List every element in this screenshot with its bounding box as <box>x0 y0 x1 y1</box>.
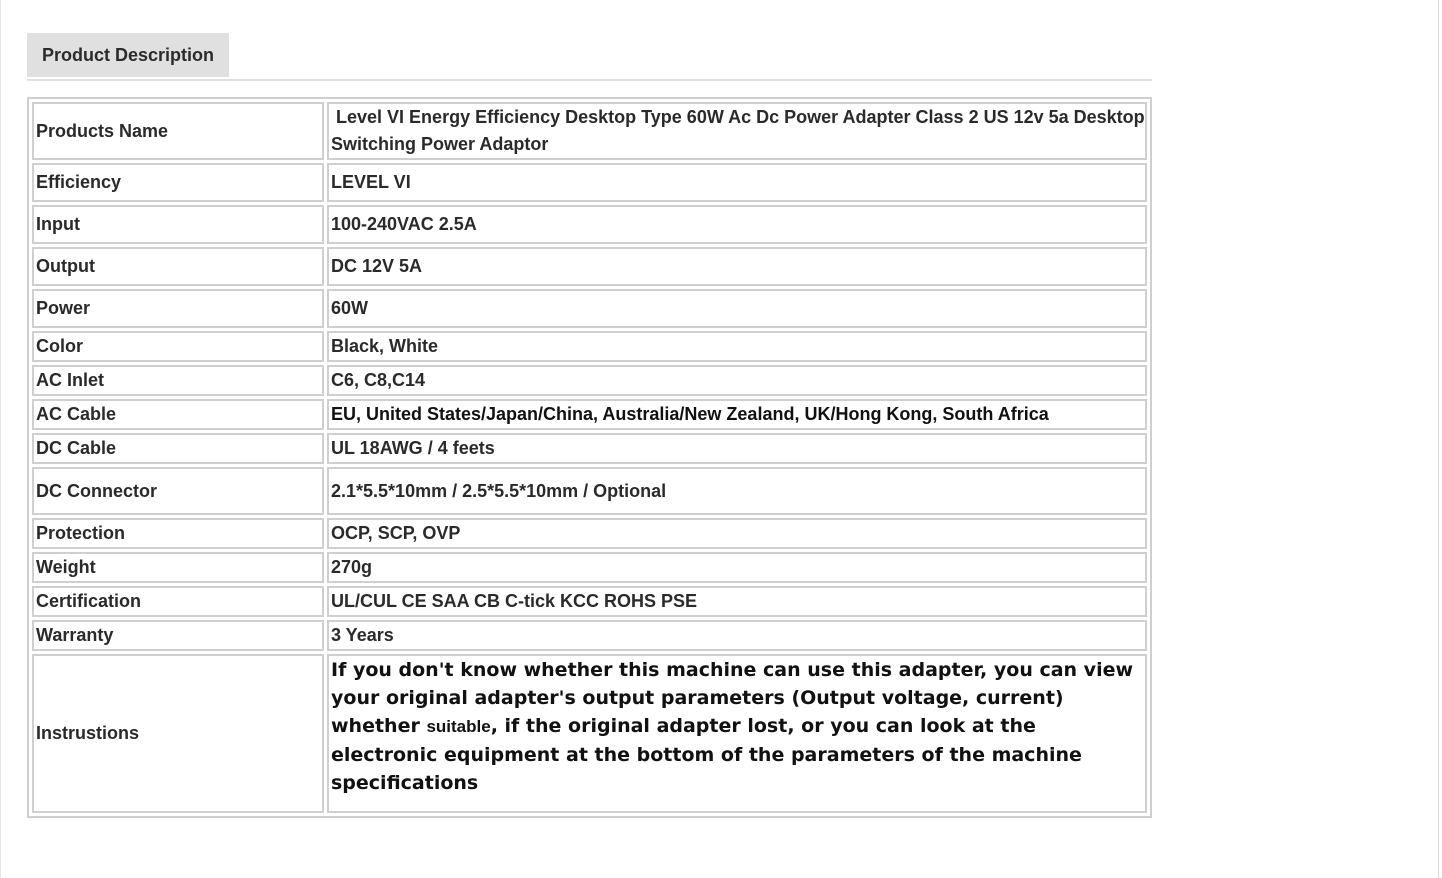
row-value: C6, C8,C14 <box>327 365 1147 396</box>
row-value: 100-240VAC 2.5A <box>327 205 1147 244</box>
table-row <box>32 433 1147 464</box>
row-value: 270g <box>327 552 1147 583</box>
row-value: 60W <box>327 289 1147 328</box>
table-row <box>32 247 1147 286</box>
row-label: Input <box>32 205 324 244</box>
instructions-text-part2: , if the original adapter lost, or you can look at the electronic equipment at the bottom of the parameters of the machine specifications <box>331 715 1082 794</box>
table-row <box>32 518 1147 549</box>
table-row <box>32 586 1147 617</box>
instructions-text <box>327 654 1147 813</box>
page-left-border <box>0 0 1 878</box>
row-label: Certification <box>32 586 324 617</box>
row-label: Efficiency <box>32 163 324 202</box>
row-label: Warranty <box>32 620 324 651</box>
table-row <box>32 163 1147 202</box>
table-row <box>32 552 1147 583</box>
row-label: DC Connector <box>32 467 324 515</box>
row-value: Black, White <box>327 331 1147 362</box>
row-label: Power <box>32 289 324 328</box>
row-label: Output <box>32 247 324 286</box>
page-right-border <box>1438 0 1439 878</box>
spec-table <box>27 97 1152 818</box>
row-label: Weight <box>32 552 324 583</box>
row-label: DC Cable <box>32 433 324 464</box>
instructions-text-small: suitable <box>426 717 491 736</box>
table-row <box>32 467 1147 515</box>
tab-product-description[interactable]: Product Description <box>27 33 229 77</box>
table-row-instructions <box>32 654 1147 813</box>
row-value: Level VI Energy Efficiency Desktop Type 60W Ac Dc Power Adapter Class 2 US 12v 5a Desktop Switching Power Adaptor <box>327 102 1147 160</box>
table-row <box>32 399 1147 430</box>
row-label: AC Cable <box>32 399 324 430</box>
table-row <box>32 331 1147 362</box>
row-label: AC Inlet <box>32 365 324 396</box>
row-label: Products Name <box>32 102 324 160</box>
row-value: DC 12V 5A <box>327 247 1147 286</box>
table-row <box>32 289 1147 328</box>
table-row <box>32 102 1147 160</box>
instructions-label: Instrustions <box>32 654 324 813</box>
tab-divider <box>27 79 1152 81</box>
table-row <box>32 620 1147 651</box>
row-label: Protection <box>32 518 324 549</box>
row-value: UL 18AWG / 4 feets <box>327 433 1147 464</box>
row-value: UL/CUL CE SAA CB C-tick KCC ROHS PSE <box>327 586 1147 617</box>
row-value: OCP, SCP, OVP <box>327 518 1147 549</box>
row-value: EU, United States/Japan/China, Australia/New Zealand, UK/Hong Kong, South Africa <box>327 399 1147 430</box>
table-row <box>32 205 1147 244</box>
table-row <box>32 365 1147 396</box>
row-value: 3 Years <box>327 620 1147 651</box>
instructions-text-part1: If you don't know whether this machine can use this adapter, you can view your original adapter's output parameters (Output voltage, current) whether <box>331 659 1134 737</box>
row-label: Color <box>32 331 324 362</box>
row-value: 2.1*5.5*10mm / 2.5*5.5*10mm / Optional <box>327 467 1147 515</box>
row-value: LEVEL VI <box>327 163 1147 202</box>
